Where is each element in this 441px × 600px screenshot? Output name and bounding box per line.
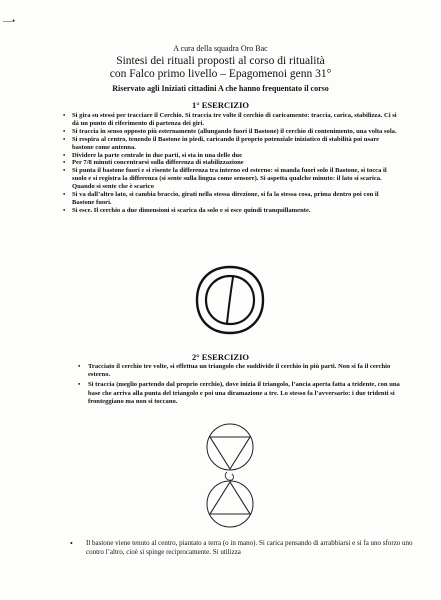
bullet-icon: •: [63, 206, 66, 214]
bullet-icon: •: [78, 381, 81, 389]
exercise-2-list: [78, 363, 406, 406]
list-item: • Tracciato il cerchio tre volte, si effettua un triangolo che suddivide il cerchio in più parti. Non si fa il cerchio esterno.: [78, 363, 391, 379]
bullet-icon: •: [63, 112, 66, 119]
list-item: • Dividere la parte centrale in due parti, si sta in una delle due: [63, 151, 243, 159]
title-line-2: con Falco primo livello – Epagomenoi genn 31°: [109, 68, 332, 80]
exercise-2-heading: 2° ESERCIZIO: [191, 352, 249, 362]
scan-corner-mark: —•: [3, 16, 16, 26]
list-item: • Si traccia (meglio partendo dal proprio cerchio), dove inizia il triangolo, l’ancia aperta fatta a tridente, con una base che arriva alla punta del triangolo e poi una diramazione a tre. Lo stesso fa l’avversario: i due tridenti si fronteggiano ma non si toccano.: [78, 381, 400, 405]
list-item: • Si gira su stessi per tracciare il Cerchio. Si traccia tre volte il cerchio di caricamento: traccia, carica, stabilizza. Ci si dà un punto di riferimento di partenza dei giri.: [63, 112, 397, 127]
list-item: • Si esce. Il cerchio a due dimensioni si scarica da solo e si esce quindi tranquillamente.: [63, 206, 311, 214]
document-credit: A cura della squadra Oro Bac: [173, 44, 268, 53]
bullet-icon: •: [78, 363, 81, 370]
list-item: • Si respira al centro, tenendo il Bastone in piedi, caricando il proprio potenziale iniziatico di stabilità poi usare bastone come antenna.: [63, 135, 380, 151]
list-item: • Si traccia in senso opposto più esternamente (allungando fuori il Bastone) il cerchio di contenimento, una volta sola.: [63, 127, 397, 135]
exercise-1-heading: 1° ESERCIZIO: [191, 100, 249, 110]
exercise-1-list: [63, 112, 402, 215]
title-line-1: Sintesi dei rituali proposti al corso di ritualità: [116, 55, 325, 67]
bullet-icon: •: [63, 127, 66, 135]
bullet-icon: •: [70, 539, 73, 548]
list-item: • Si punta il bastone fuori e si risente la differenza tra interno ed esterno: si manda fuori solo il Bastone, si tocca il suolo e si registra la differenza (si sente sulla lingua come sensore). Si aspetta qualche minuto: il lato si scarica. Quando si sente che è scarico: [63, 167, 387, 191]
footer-text: Il bastone viene tenuto al centro, piantato a terra (o in mano). Si carica pensando di arrabbiarsi e si fa uno sforzo uno contro l’altro, cioè si spinge reciprocamente. Si utilizza: [86, 539, 413, 556]
bullet-icon: •: [63, 135, 66, 143]
document-subtitle: Riservato agli Iniziati cittadini A che hanno frequentato il corso: [112, 84, 329, 93]
bullet-icon: •: [63, 167, 66, 175]
list-item: • Si va dall’altro lato, si cambia braccio, girati nella stessa direzione, si fa la stessa cosa, prima dentro poi con il Bastone fuori.: [63, 191, 379, 206]
circle-divided-drawing: [195, 265, 265, 335]
bullet-icon: •: [63, 191, 66, 199]
document-title: [0, 55, 441, 81]
footer-paragraph: [70, 539, 416, 557]
triangles-in-circles-drawing: [200, 420, 260, 530]
bullet-icon: •: [63, 159, 66, 167]
bullet-icon: •: [63, 151, 66, 159]
list-item: • Per 7/8 minuti concentrarsi sulla differenza di stabilizzazione: [63, 159, 244, 167]
